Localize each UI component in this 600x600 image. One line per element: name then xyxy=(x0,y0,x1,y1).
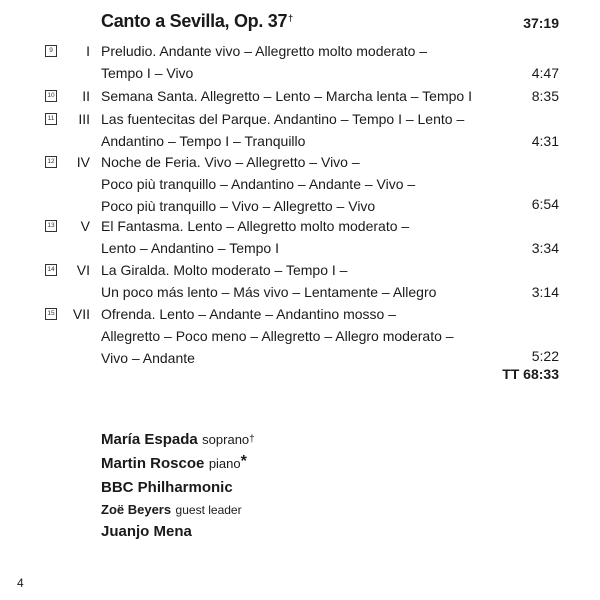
track-number: 15 xyxy=(45,308,57,320)
page-number: 4 xyxy=(17,576,24,590)
track-duration: 3:34 xyxy=(531,240,559,256)
credit-leader xyxy=(101,500,255,520)
performer-role: piano xyxy=(208,456,241,471)
conductor-name: Juanjo Mena xyxy=(101,523,192,540)
movement-numeral: VI xyxy=(76,262,90,278)
dagger-mark: † xyxy=(288,13,293,23)
track-number: 11 xyxy=(45,113,57,125)
work-title: Canto a Sevilla, Op. 37† xyxy=(101,11,293,31)
movement-numeral: IV xyxy=(76,154,90,170)
performer-name: María Espada xyxy=(101,431,198,448)
dagger-mark: † xyxy=(249,434,255,445)
track-duration: 4:47 xyxy=(531,65,559,81)
movement-numeral: I xyxy=(86,43,90,59)
credit-piano xyxy=(101,452,255,476)
performer-role: soprano xyxy=(202,432,250,447)
track-number: 13 xyxy=(45,220,57,232)
performer-credits xyxy=(101,428,255,544)
track-number: 9 xyxy=(45,45,57,57)
performer-name: Martin Roscoe xyxy=(101,455,205,472)
movement-title: Ofrenda. Lento – Andante – Andantino mosso – Allegretto – Poco meno – Allegretto – Allegro moderato – Vivo – Andante xyxy=(101,306,454,366)
movement-numeral: II xyxy=(82,88,90,104)
track-duration: 3:14 xyxy=(531,284,559,300)
track-number: 12 xyxy=(45,156,57,168)
movement-title: Preludio. Andante vivo – Allegretto molto moderato – Tempo I – Vivo xyxy=(101,43,428,81)
movement-title: Las fuentecitas del Parque. Andantino – Tempo I – Lento – Andantino – Tempo I – Tranquillo xyxy=(101,111,465,149)
track-number: 10 xyxy=(45,90,57,102)
movement-title: Noche de Feria. Vivo – Allegretto – Vivo – Poco più tranquillo – Andantino – Andante – Vivo – Poco più tranquillo – Vivo – Allegretto – Vivo xyxy=(101,154,416,214)
movement-numeral: III xyxy=(78,111,90,127)
movement-numeral: VII xyxy=(72,306,90,322)
orchestra-name: BBC Philharmonic xyxy=(101,479,233,496)
credit-orchestra xyxy=(101,476,255,500)
movement-title: El Fantasma. Lento – Allegretto molto moderato – Lento – Andantino – Tempo I xyxy=(101,218,410,256)
track-duration: 5:22 xyxy=(531,348,559,364)
work-duration: 37:19 xyxy=(523,15,559,31)
credit-soprano xyxy=(101,428,255,452)
movement-title: Semana Santa. Allegretto – Lento – Marcha lenta – Tempo I xyxy=(101,88,472,104)
performer-name: Zoë Beyers xyxy=(101,502,172,517)
track-duration: 4:31 xyxy=(531,133,559,149)
movement-title: La Giralda. Molto moderato – Tempo I – Un poco más lento – Más vivo – Lentamente – Allegro xyxy=(101,262,437,300)
total-time: TT 68:33 xyxy=(502,366,559,382)
track-number: 14 xyxy=(45,264,57,276)
credit-conductor xyxy=(101,520,255,544)
asterisk-mark: * xyxy=(240,453,247,470)
track-duration: 6:54 xyxy=(531,196,559,212)
performer-role: guest leader xyxy=(175,503,242,517)
movement-numeral: V xyxy=(80,218,90,234)
track-duration: 8:35 xyxy=(531,88,559,104)
